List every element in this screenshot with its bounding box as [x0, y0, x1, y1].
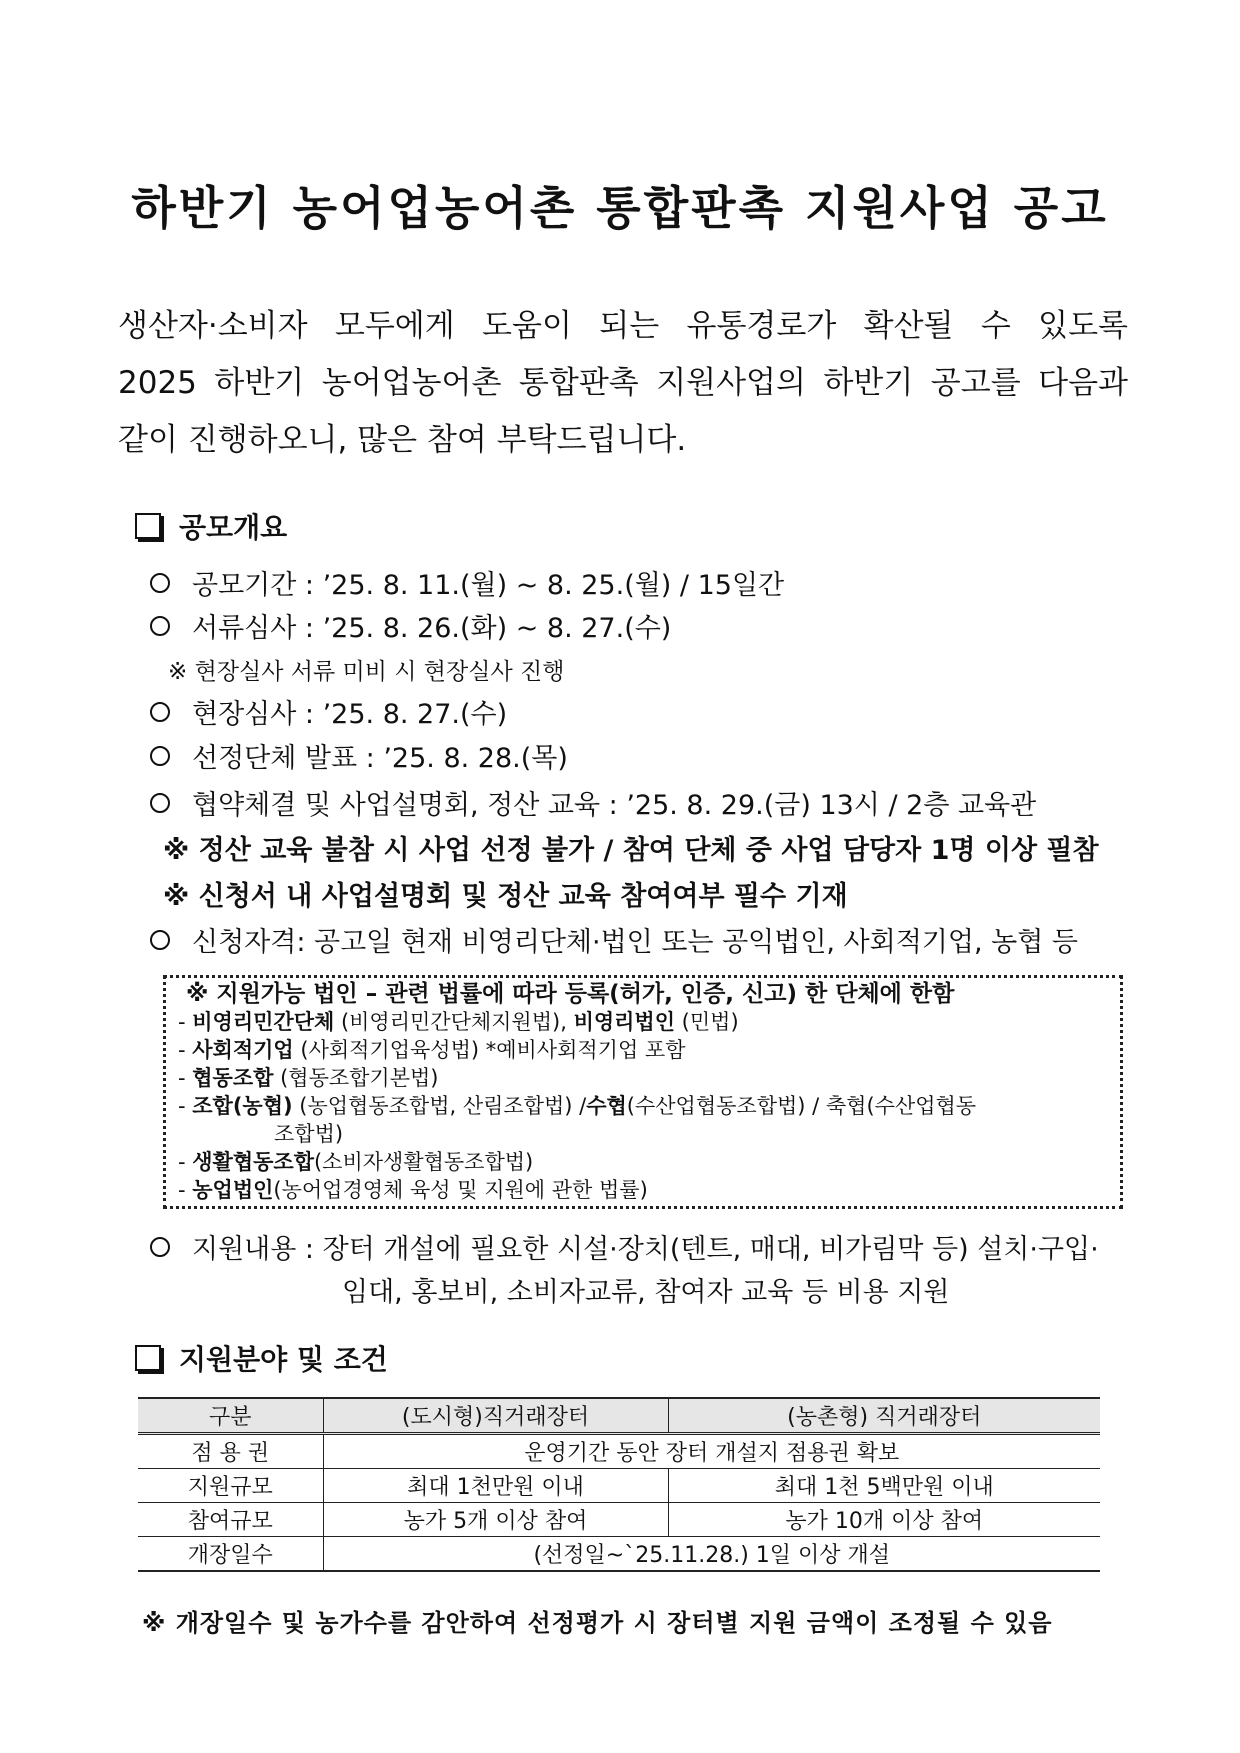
circle-bullet-icon	[150, 616, 170, 636]
circle-bullet-icon	[150, 746, 170, 766]
checkbox-square-icon	[135, 1345, 161, 1371]
table-header: (도시형)직거래장터	[323, 1398, 668, 1434]
overview-item-text: 선정단체 발표 : ’25. 8. 28.(목)	[192, 743, 568, 774]
eligible-law: (협동조합기본법)	[273, 1066, 439, 1090]
eligible-law: (비영리민간단체지원법),	[334, 1010, 574, 1034]
overview-item	[150, 563, 784, 602]
table-cell: 운영기간 동안 장터 개설지 점용권 확보	[323, 1434, 1100, 1469]
table-cell: (선정일~`25.11.28.) 1일 이상 개설	[323, 1537, 1100, 1572]
table-header: 구분	[138, 1398, 323, 1434]
intro-line: 생산자·소비자 모두에게 도움이 되는 유통경로가 확산될 수 있도록	[118, 308, 1128, 344]
table-row	[138, 1537, 1100, 1572]
table-row	[138, 1469, 1100, 1503]
table-row	[138, 1434, 1100, 1469]
eligible-row: - 조합(농협) (농업협동조합법, 산림조합법) /수협(수산업협동조합법) / 축협(수산업협동	[178, 1094, 977, 1118]
overview-item	[150, 606, 671, 645]
eligible-header: ※ 지원가능 법인 – 관련 법률에 따라 등록(허가, 인증, 신고) 한 단체에 한함	[186, 981, 955, 1007]
table-cell: 최대 1천 5백만원 이내	[668, 1469, 1100, 1503]
circle-bullet-icon	[150, 1237, 170, 1257]
eligible-type: 수협	[586, 1094, 627, 1118]
overview-item	[150, 692, 507, 731]
overview-item	[150, 1227, 1099, 1266]
row-label: 점 용 권	[138, 1434, 323, 1469]
overview-item-text: 협약체결 및 사업설명회, 정산 교육 : ’25. 8. 29.(금) 13시 / 2층 교육관	[192, 790, 1037, 821]
table-cell: 최대 1천만원 이내	[323, 1469, 668, 1503]
section-heading-text: 지원분야 및 조건	[179, 1343, 388, 1376]
table-header: (농촌형) 직거래장터	[668, 1398, 1100, 1434]
eligible-entities-box	[163, 975, 1123, 1209]
overview-item	[150, 920, 1078, 959]
eligible-law: (민법)	[675, 1010, 739, 1034]
eligible-row: - 사회적기업 (사회적기업육성법) *예비사회적기업 포함	[178, 1038, 686, 1062]
eligible-type: 비영리민간단체	[192, 1010, 335, 1034]
intro-paragraph	[118, 306, 1128, 460]
eligible-row-continued: 조합법)	[274, 1122, 344, 1146]
overview-item	[150, 736, 568, 775]
education-note: ※ 정산 교육 불참 시 사업 선정 불가 / 참여 단체 중 사업 담당자 1명 이상 필참	[163, 835, 1099, 866]
section-heading-text: 공모개요	[179, 511, 288, 544]
row-label: 개장일수	[138, 1537, 323, 1572]
eligible-row: - 비영리민간단체 (비영리민간단체지원법), 비영리법인 (민법)	[178, 1010, 739, 1034]
conditions-table	[138, 1397, 1100, 1572]
row-label: 지원규모	[138, 1469, 323, 1503]
overview-item-text: 공모기간 : ’25. 8. 11.(월) ~ 8. 25.(월) / 15일간	[192, 570, 785, 601]
eligible-law: (농업협동조합법, 산림조합법) /	[292, 1094, 587, 1118]
eligible-type: 조합(농협)	[192, 1094, 293, 1118]
section-heading-overview	[135, 506, 287, 546]
eligible-type: 사회적기업	[192, 1038, 294, 1062]
circle-bullet-icon	[150, 702, 170, 722]
page-title: 하반기 농어업농어촌 통합판촉 지원사업 공고	[131, 181, 1109, 235]
row-label: 참여규모	[138, 1503, 323, 1537]
eligible-law: (소비자생활협동조합법)	[313, 1150, 534, 1174]
eligible-row: - 협동조합 (협동조합기본법)	[178, 1066, 439, 1090]
table-cell: 농가 5개 이상 참여	[323, 1503, 668, 1537]
table-cell: 농가 10개 이상 참여	[668, 1503, 1100, 1537]
eligible-law: (농어업경영체 육성 및 지원에 관한 법률)	[273, 1178, 648, 1202]
circle-bullet-icon	[150, 930, 170, 950]
footer-note: ※ 개장일수 및 농가수를 감안하여 선정평가 시 장터별 지원 금액이 조정될 수 있음	[142, 1609, 1053, 1637]
support-content-continued: 임대, 홍보비, 소비자교류, 참여자 교육 등 비용 지원	[342, 1277, 950, 1308]
section-heading-conditions	[135, 1338, 388, 1378]
table-header-row	[138, 1398, 1100, 1434]
eligible-row: - 생활협동조합(소비자생활협동조합법)	[178, 1150, 534, 1174]
intro-line: 2025 하반기 농어업농어촌 통합판촉 지원사업의 하반기 공고를 다음과	[118, 365, 1128, 401]
table-row	[138, 1503, 1100, 1537]
eligible-type: 비영리법인	[573, 1010, 675, 1034]
circle-bullet-icon	[150, 793, 170, 813]
overview-item-text: 현장심사 : ’25. 8. 27.(수)	[192, 699, 508, 730]
circle-bullet-icon	[150, 573, 170, 593]
application-note: ※ 신청서 내 사업설명회 및 정산 교육 참여여부 필수 기재	[163, 881, 848, 912]
eligible-law: (사회적기업육성법) *예비사회적기업 포함	[293, 1038, 686, 1062]
eligible-type: 농업법인	[192, 1178, 274, 1202]
checkbox-square-icon	[135, 513, 161, 539]
eligible-type: 협동조합	[192, 1066, 274, 1090]
overview-item-text: 서류심사 : ’25. 8. 26.(화) ~ 8. 27.(수)	[192, 613, 672, 644]
review-note: ※ 현장실사 서류 미비 시 현장실사 진행	[168, 659, 565, 685]
overview-item	[150, 783, 1036, 822]
intro-line: 같이 진행하오니, 많은 참여 부탁드립니다.	[118, 422, 687, 458]
overview-item-text: 신청자격: 공고일 현재 비영리단체·법인 또는 공익법인, 사회적기업, 농협 등	[192, 927, 1078, 958]
overview-item-text: 지원내용 : 장터 개설에 필요한 시설·장치(텐트, 매대, 비가림막 등) 설치·구입·	[192, 1234, 1099, 1265]
eligible-row: - 농업법인(농어업경영체 육성 및 지원에 관한 법률)	[178, 1178, 648, 1202]
eligible-type: 생활협동조합	[192, 1150, 314, 1174]
eligible-law: (수산업협동조합법) / 축협(수산업협동	[626, 1094, 977, 1118]
